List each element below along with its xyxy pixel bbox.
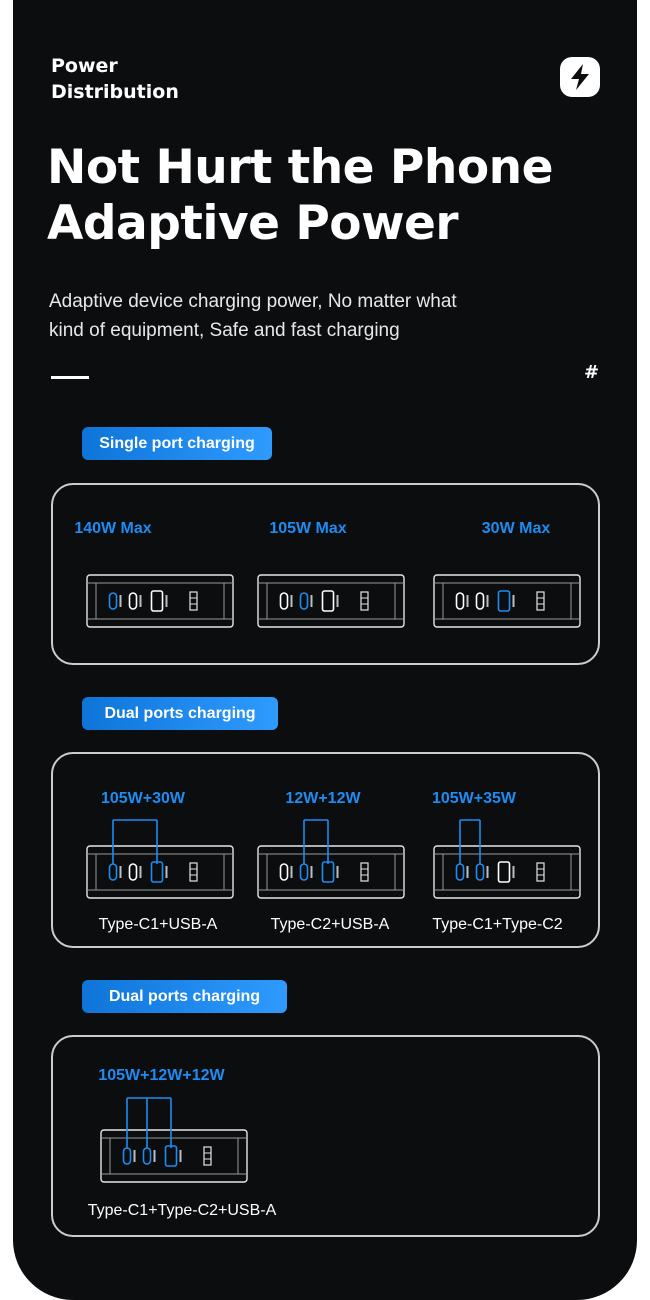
port-c2 — [144, 1148, 151, 1164]
headline — [47, 140, 553, 252]
charger-diagram — [257, 818, 405, 900]
triple-watt: 105W+12W+12W — [98, 1067, 225, 1084]
dual-ports-3: Type-C1+Type-C2 — [432, 916, 563, 933]
port-a — [323, 862, 334, 882]
port-c2 — [130, 593, 137, 609]
port-c1 — [110, 864, 117, 880]
port-a — [323, 591, 334, 611]
divider-dash — [51, 376, 89, 379]
charger-diagram — [433, 573, 581, 629]
section-title-line-2: Distribution — [51, 81, 179, 103]
single-watt-2: 105W Max — [269, 520, 347, 537]
port-c2 — [477, 593, 484, 609]
port-c1 — [281, 864, 288, 880]
port-a — [166, 1146, 177, 1166]
charger-diagram — [86, 573, 234, 629]
charger-diagram — [257, 573, 405, 629]
triple-ports: Type-C1+Type-C2+USB-A — [87, 1202, 277, 1219]
port-a — [152, 591, 163, 611]
hash-mark: # — [584, 362, 600, 383]
subtitle-line-1: Adaptive device charging power, No matter what — [49, 291, 457, 312]
section-title — [51, 53, 179, 105]
port-a — [499, 591, 510, 611]
dual-watt-3: 105W+35W — [431, 790, 517, 807]
dual-watt-1: 105W+30W — [100, 790, 186, 807]
section-title-line-1: Power — [51, 55, 118, 77]
dual-watt-2: 12W+12W — [285, 790, 361, 807]
single-port-pill: Single port charging — [82, 427, 272, 460]
port-c1 — [124, 1148, 131, 1164]
port-a — [499, 862, 510, 882]
dual-ports-2: Type-C2+USB-A — [270, 916, 390, 933]
single-watt-3: 30W Max — [481, 520, 551, 537]
port-c1 — [457, 864, 464, 880]
dual-port-pill: Dual ports charging — [82, 697, 278, 730]
lightning-bolt-icon — [560, 57, 600, 97]
headline-line-1: Not Hurt the Phone — [47, 140, 553, 195]
charger-diagram — [433, 818, 581, 900]
headline-line-2: Adaptive Power — [47, 196, 459, 251]
port-c2 — [477, 864, 484, 880]
dual-ports-1: Type-C1+USB-A — [98, 916, 218, 933]
charger-diagram — [100, 1096, 248, 1184]
port-c1 — [110, 593, 117, 609]
port-a — [152, 862, 163, 882]
charger-diagram — [86, 818, 234, 900]
port-c2 — [301, 593, 308, 609]
single-watt-1: 140W Max — [74, 520, 152, 537]
power-distribution-card — [13, 0, 637, 1300]
subtitle-line-2: kind of equipment, Safe and fast charging — [49, 320, 400, 341]
subtitle — [49, 287, 457, 345]
port-c2 — [130, 864, 137, 880]
port-c1 — [281, 593, 288, 609]
port-c2 — [301, 864, 308, 880]
port-c1 — [457, 593, 464, 609]
triple-port-pill: Dual ports charging — [82, 980, 287, 1013]
